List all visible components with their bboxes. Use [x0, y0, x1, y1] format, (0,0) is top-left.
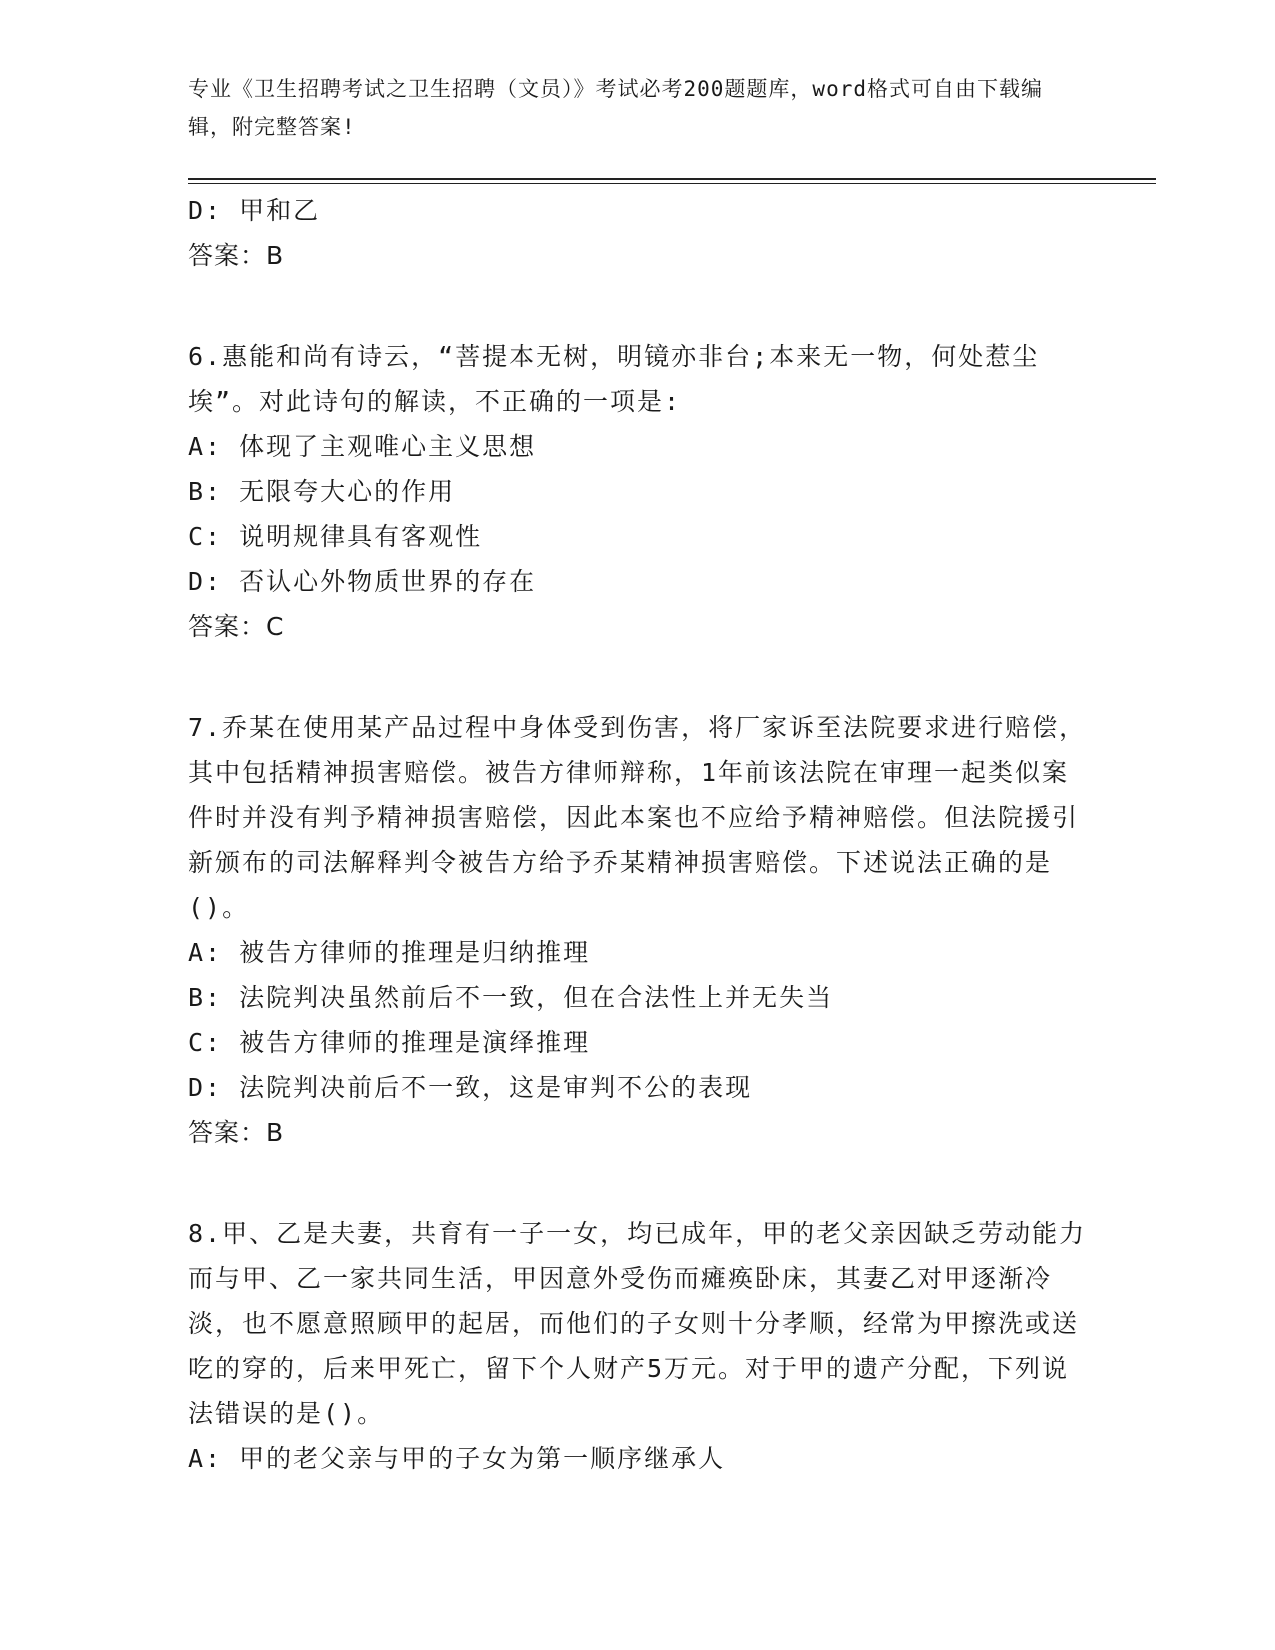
option-c: C: 说明规律具有客观性 [188, 522, 483, 551]
option-a: A: 被告方律师的推理是归纳推理 [188, 938, 591, 967]
question-6 [188, 334, 1088, 649]
option-a: A: 甲的老父亲与甲的子女为第一顺序继承人 [188, 1444, 726, 1473]
option-d: D: 法院判决前后不一致，这是审判不公的表现 [188, 1073, 753, 1102]
option-d: D: 甲和乙 [188, 196, 321, 225]
header-divider-thin [188, 183, 1156, 184]
question-stem: 6.惠能和尚有诗云，“菩提本无树，明镜亦非台;本来无一物，何处惹尘埃”。对此诗句的解读，不正确的一项是: [188, 342, 1040, 416]
question-stem: 7.乔某在使用某产品过程中身体受到伤害，将厂家诉至法院要求进行赔偿，其中包括精神损害赔偿。被告方律师辩称，1年前该法院在审理一起类似案件时并没有判予精神损害赔偿，因此本案也不应给予精神赔偿。但法院援引新颁布的司法解释判令被告方给予乔某精神损害赔偿。下述说法正确的是()。 [188, 713, 1087, 922]
document-header: 专业《卫生招聘考试之卫生招聘（文员）》考试必考200题题库，word格式可自由下载编辑，附完整答案! [188, 77, 1043, 139]
option-b: B: 无限夸大心的作用 [188, 477, 456, 506]
option-a: A: 体现了主观唯心主义思想 [188, 432, 537, 461]
header-divider [188, 178, 1156, 180]
option-b: B: 法院判决虽然前后不一致，但在合法性上并无失当 [188, 983, 834, 1012]
question-7 [188, 705, 1088, 1155]
question-stem: 8.甲、乙是夫妻，共育有一子一女，均已成年，甲的老父亲因缺乏劳动能力而与甲、乙一家共同生活，甲因意外受伤而瘫痪卧床，其妻乙对甲逐渐冷淡，也不愿意照顾甲的起居，而他们的子女则十分孝顺，经常为甲擦洗或送吃的穿的，后来甲死亡，留下个人财产5万元。对于甲的遗产分配，下列说法错误的是()。 [188, 1219, 1087, 1428]
answer-line: 答案：B [188, 241, 285, 270]
document-body [188, 188, 1088, 1481]
answer-line: 答案：C [188, 612, 285, 641]
answer-line: 答案：B [188, 1118, 285, 1147]
question-8 [188, 1211, 1088, 1481]
option-c: C: 被告方律师的推理是演绎推理 [188, 1028, 591, 1057]
option-d: D: 否认心外物质世界的存在 [188, 567, 537, 596]
